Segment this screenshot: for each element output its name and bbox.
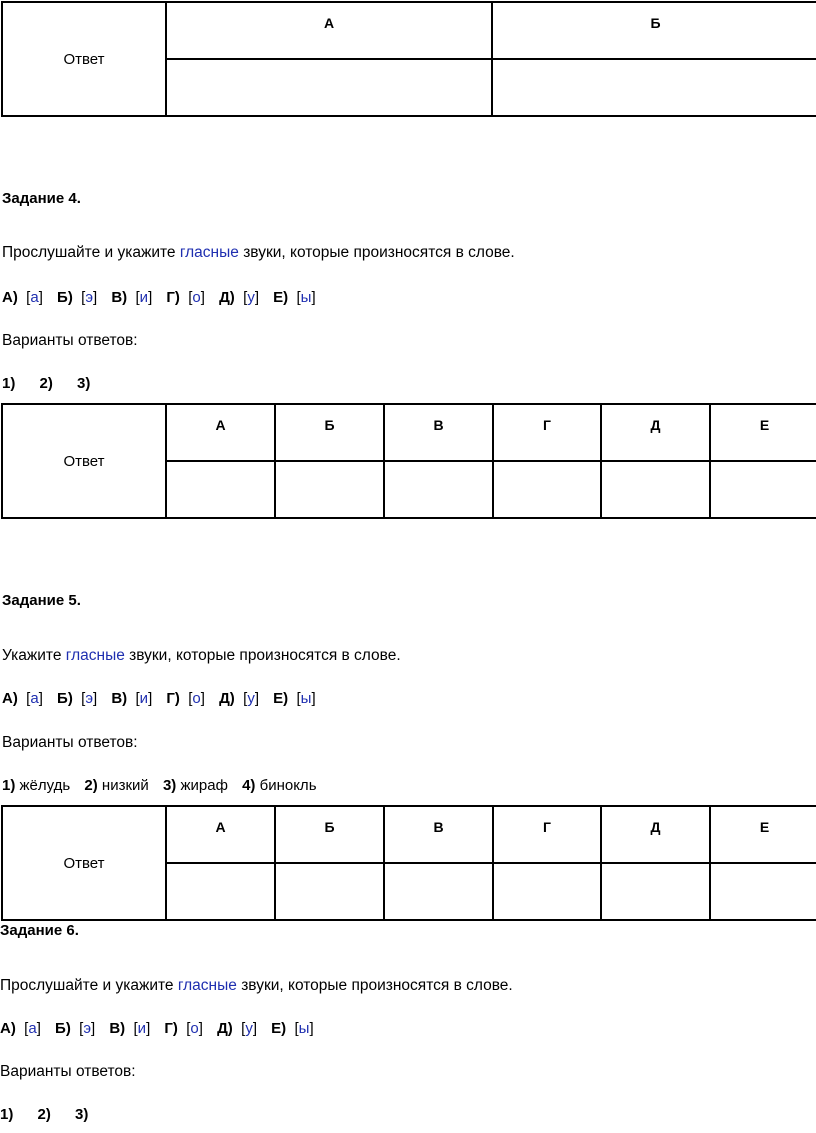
column-header-e: Е [710,404,816,461]
column-header-g: Г [493,404,601,461]
column-header-d: Д [601,806,710,863]
task-5-variants [2,777,317,794]
column-header-a: А [166,404,275,461]
answer-cell[interactable] [166,863,275,920]
sound-option: у [245,1020,253,1037]
sound-option: ы [300,289,312,306]
column-header-v: В [384,806,493,863]
variant-number: 3) [75,1106,89,1123]
sound-option: а [28,1020,37,1037]
sound-option: у [247,690,255,707]
sound-option-letter: Д) [219,690,235,707]
task-5-variants-label: Варианты ответов: [2,734,138,751]
instruction-text: звуки, которые произносятся в слове. [236,977,513,994]
variant-word: низкий [101,777,149,794]
sound-option-letter: Д) [217,1020,233,1037]
sound-option: у [247,289,255,306]
variant-word: жираф [180,777,228,794]
column-header-g: Г [493,806,601,863]
sound-option-letter: В) [111,690,128,707]
answer-cell[interactable] [275,461,384,518]
variant-number: 1) [2,777,16,794]
variant-number: 2) [37,1106,51,1123]
variant-word: бинокль [259,777,317,794]
variant-number: 1) [0,1106,14,1123]
answer-cell[interactable] [384,863,493,920]
instruction-text: Прослушайте и укажите [2,244,180,261]
column-header-e: Е [710,806,816,863]
sound-option: ы [300,690,312,707]
sound-option-letter: А) [2,690,18,707]
sound-option-letter: Е) [273,690,289,707]
instruction-text: Прослушайте и укажите [0,977,178,994]
instruction-text: звуки, которые произносятся в слове. [238,244,515,261]
instruction-highlight: гласные [65,647,125,664]
sound-option: о [192,690,201,707]
sound-option-letter: Б) [57,289,73,306]
sound-option: а [30,690,39,707]
task-6-sounds: А) [а] Б) [э] В) [и] Г) [о] Д) [у] Е) [ы] [0,1020,314,1037]
task-5-title: Задание 5. [2,592,81,609]
column-header-v: В [384,404,493,461]
sound-option-letter: В) [111,289,128,306]
answer-table-3 [1,805,816,921]
variant-number: 2) [39,375,53,392]
sound-option-letter: Д) [219,289,235,306]
sound-option: и [139,690,149,707]
answer-cell[interactable] [601,863,710,920]
instruction-highlight: гласные [177,977,237,994]
sound-option-letter: Е) [271,1020,287,1037]
answer-label: Ответ [2,2,166,116]
answer-cell[interactable] [384,461,493,518]
sound-option: э [85,289,93,306]
sound-option: о [190,1020,199,1037]
task-4-variants-label: Варианты ответов: [2,332,138,349]
instruction-text: звуки, которые произносятся в слове. [124,647,401,664]
sound-option: ы [298,1020,310,1037]
task-6-variants [0,1106,88,1123]
column-header-b: Б [275,404,384,461]
variant-word: жёлудь [19,777,71,794]
variant-number: 2) [84,777,98,794]
sound-option-letter: Г) [166,289,180,306]
answer-cell[interactable] [710,461,816,518]
answer-cell[interactable] [166,461,275,518]
answer-cell[interactable] [601,461,710,518]
instruction-highlight: гласные [179,244,239,261]
column-header-b: Б [275,806,384,863]
task-4-instruction [2,244,515,262]
answer-label: Ответ [2,806,166,920]
sound-option-letter: Г) [164,1020,178,1037]
sound-option: и [139,289,149,306]
answer-cell[interactable] [493,461,601,518]
column-header-a: А [166,806,275,863]
column-header-a: А [166,2,492,59]
task-5-sounds: А) [а] Б) [э] В) [и] Г) [о] Д) [у] Е) [ы] [2,690,316,707]
sound-option-letter: Б) [55,1020,71,1037]
task-5-instruction [2,647,401,665]
sound-option-letter: В) [109,1020,126,1037]
sound-option-letter: Г) [166,690,180,707]
task-4-variants [2,375,90,392]
answer-table-2 [1,403,816,519]
column-header-b: Б [492,2,816,59]
task-4-title: Задание 4. [2,190,81,207]
task-6-variants-label: Варианты ответов: [0,1063,136,1080]
sound-option-letter: Е) [273,289,289,306]
variant-number: 3) [162,777,177,794]
task-6-instruction [0,977,513,995]
column-header-d: Д [601,404,710,461]
answer-cell-b[interactable] [492,59,816,116]
sound-option: э [85,690,93,707]
variant-number: 1) [2,375,16,392]
task-6-title: Задание 6. [0,922,79,939]
sound-option-letter: А) [0,1020,16,1037]
answer-label: Ответ [2,404,166,518]
answer-table-1 [1,1,816,117]
sound-option: а [30,289,39,306]
sound-option: э [83,1020,91,1037]
answer-cell-a[interactable] [166,59,492,116]
task-4-sounds: А) [а] Б) [э] В) [и] Г) [о] Д) [у] Е) [ы] [2,289,316,306]
sound-option: и [137,1020,147,1037]
answer-cell[interactable] [710,863,816,920]
instruction-text: Укажите [2,647,66,664]
sound-option-letter: А) [2,289,18,306]
variant-number: 4) [242,777,256,794]
answer-cell[interactable] [493,863,601,920]
answer-cell[interactable] [275,863,384,920]
variant-number: 3) [77,375,91,392]
sound-option-letter: Б) [57,690,73,707]
sound-option: о [192,289,201,306]
